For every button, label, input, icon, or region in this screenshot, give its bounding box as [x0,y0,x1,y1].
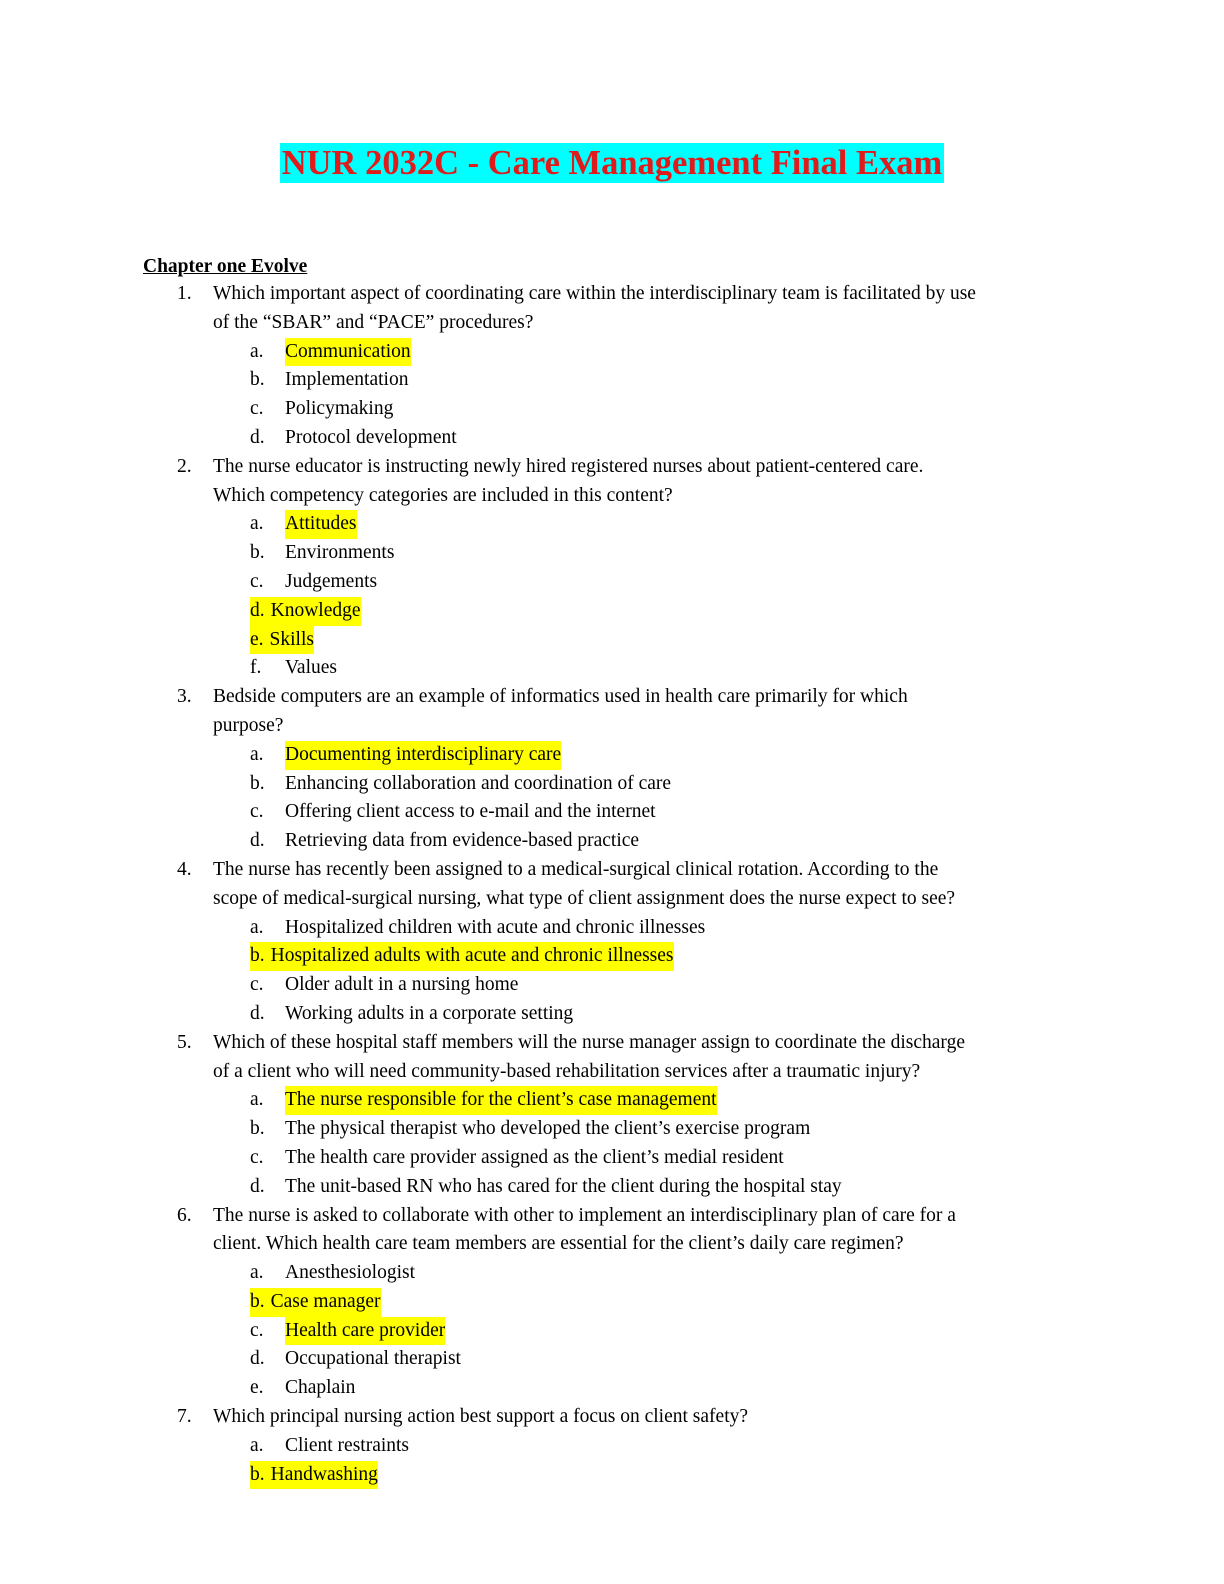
option-letter: d. [250,1002,265,1024]
answer-option [0,626,1224,655]
question-line [0,482,1224,511]
option-letter: a. [250,916,264,938]
question-number: 2. [177,455,192,477]
exam-title-block [0,143,1224,183]
option-text: Older adult in a nursing home [285,974,519,996]
option-letter: a. [250,1434,264,1456]
question-line [0,1403,1224,1432]
option-letter: c. [250,1319,264,1341]
option-text: The physical therapist who developed the client’s exercise program [285,1118,811,1140]
answer-option [0,1259,1224,1288]
chapter-heading: Chapter one Evolve [143,256,308,277]
option-text: Enhancing collaboration and coordination of care [285,772,672,794]
highlighted-answer: Attitudes [285,510,357,539]
option-text: Retrieving data from evidence-based practice [285,830,640,852]
option-letter: a. [250,340,264,362]
option-letter: d. [250,830,265,852]
answer-option [0,741,1224,770]
option-text: Implementation [285,369,409,391]
option-text: Protocol development [285,426,457,448]
question-item [0,856,1224,1029]
highlighted-answer: Documenting interdisciplinary care [285,741,561,770]
question-line [0,453,1224,482]
answer-option [0,568,1224,597]
option-text: Environments [285,542,395,564]
option-text: Hospitalized children with acute and chronic illnesses [285,916,706,938]
question-line [0,712,1224,741]
question-line [0,1230,1224,1259]
answer-option [0,338,1224,367]
option-letter: a. [250,513,264,535]
option-letter: c. [250,974,264,996]
question-text: of a client who will need community-based rehabilitation services after a traumatic injury? [213,1060,921,1082]
option-letter: c. [250,398,264,420]
highlighted-answer: Hospitalized adults with acute and chronic illnesses [265,942,674,971]
option-letter: a. [250,1089,264,1111]
question-text: Which principal nursing action best support a focus on client safety? [213,1406,749,1428]
question-line [0,1202,1224,1231]
question-text: of the “SBAR” and “PACE” procedures? [213,311,534,333]
option-letter: d. [250,1348,265,1370]
option-letter: b. [250,369,265,391]
option-text: The health care provider assigned as the client’s medial resident [285,1146,784,1168]
question-item [0,453,1224,683]
answer-option [0,654,1224,683]
option-letter: e. [250,1377,264,1399]
answer-option [0,1432,1224,1461]
option-text: Client restraints [285,1434,410,1456]
option-text: Judgements [285,570,378,592]
question-line [0,309,1224,338]
option-text: Offering client access to e-mail and the internet [285,801,656,823]
option-text: Occupational therapist [285,1348,461,1370]
question-text: The nurse is asked to collaborate with other to implement an interdisciplinary plan of care for a [213,1204,956,1226]
question-item [0,1403,1224,1489]
highlighted-answer: Knowledge [265,597,361,626]
answer-option [0,1144,1224,1173]
answer-option [0,971,1224,1000]
question-text: purpose? [213,714,284,736]
answer-option [0,798,1224,827]
answer-option [0,1115,1224,1144]
question-text: The nurse has recently been assigned to a medical-surgical clinical rotation. According to the [213,858,939,880]
option-letter: d. [250,426,265,448]
question-number: 3. [177,686,192,708]
option-letter: b. [250,1288,265,1317]
question-text: Which competency categories are included in this content? [213,484,673,506]
question-text: scope of medical-surgical nursing, what type of client assignment does the nurse expect to see? [213,887,956,909]
question-item [0,1029,1224,1202]
exam-title: NUR 2032C - Care Management Final Exam [281,144,943,182]
option-letter: a. [250,743,264,765]
option-letter: d. [250,1175,265,1197]
option-text: Working adults in a corporate setting [285,1002,574,1024]
option-letter: c. [250,801,264,823]
question-text: client. Which health care team members are essential for the client’s daily care regimen? [213,1233,904,1255]
highlighted-answer: The nurse responsible for the client’s case management [285,1086,717,1115]
question-text: The nurse educator is instructing newly hired registered nurses about patient-centered care. [213,455,924,477]
question-text: Which important aspect of coordinating care within the interdisciplinary team is facilitated by use [213,283,976,304]
option-letter: c. [250,1146,264,1168]
question-number: 1. [177,283,192,304]
question-line [0,856,1224,885]
question-line [0,683,1224,712]
answer-option [0,395,1224,424]
answer-option [0,1461,1224,1490]
option-letter: b. [250,1461,265,1490]
answer-option [0,1345,1224,1374]
answer-option [0,1000,1224,1029]
question-number: 7. [177,1406,192,1428]
option-letter: b. [250,542,265,564]
answer-option [0,1173,1224,1202]
question-line [0,280,1224,309]
answer-option [0,1288,1224,1317]
option-text: Values [285,657,337,679]
answer-option [0,1317,1224,1346]
option-letter: e. [250,626,264,655]
question-item [0,280,1224,453]
answer-option [0,510,1224,539]
option-letter: b. [250,772,265,794]
question-item [0,1202,1224,1404]
option-letter: b. [250,1118,265,1140]
answer-option [0,942,1224,971]
highlighted-answer: Handwashing [265,1461,378,1490]
highlighted-answer: Health care provider [285,1317,445,1346]
question-number: 4. [177,858,192,880]
answer-option [0,827,1224,856]
question-text: Which of these hospital staff members will the nurse manager assign to coordinate the discharge [213,1031,965,1053]
answer-option [0,770,1224,799]
question-number: 6. [177,1204,192,1226]
answer-option [0,539,1224,568]
option-letter: b. [250,942,265,971]
option-text: Anesthesiologist [285,1262,415,1284]
option-text: Policymaking [285,398,394,420]
option-text: Chaplain [285,1377,356,1399]
highlighted-answer: Communication [285,338,411,367]
answer-option [0,597,1224,626]
answer-option [0,1374,1224,1403]
option-letter: f. [250,657,262,679]
question-line [0,1029,1224,1058]
question-item [0,683,1224,856]
question-number: 5. [177,1031,192,1053]
question-line [0,885,1224,914]
answer-option [0,914,1224,943]
answer-option [0,424,1224,453]
answer-option [0,366,1224,395]
option-letter: c. [250,570,264,592]
question-line [0,1058,1224,1087]
highlighted-answer: Skills [264,626,314,655]
option-text: The unit-based RN who has cared for the client during the hospital stay [285,1175,842,1197]
highlighted-answer: Case manager [265,1288,381,1317]
option-letter: a. [250,1262,264,1284]
answer-option [0,1086,1224,1115]
question-list [0,280,1224,1489]
option-letter: d. [250,597,265,626]
question-text: Bedside computers are an example of informatics used in health care primarily for which [213,686,908,708]
